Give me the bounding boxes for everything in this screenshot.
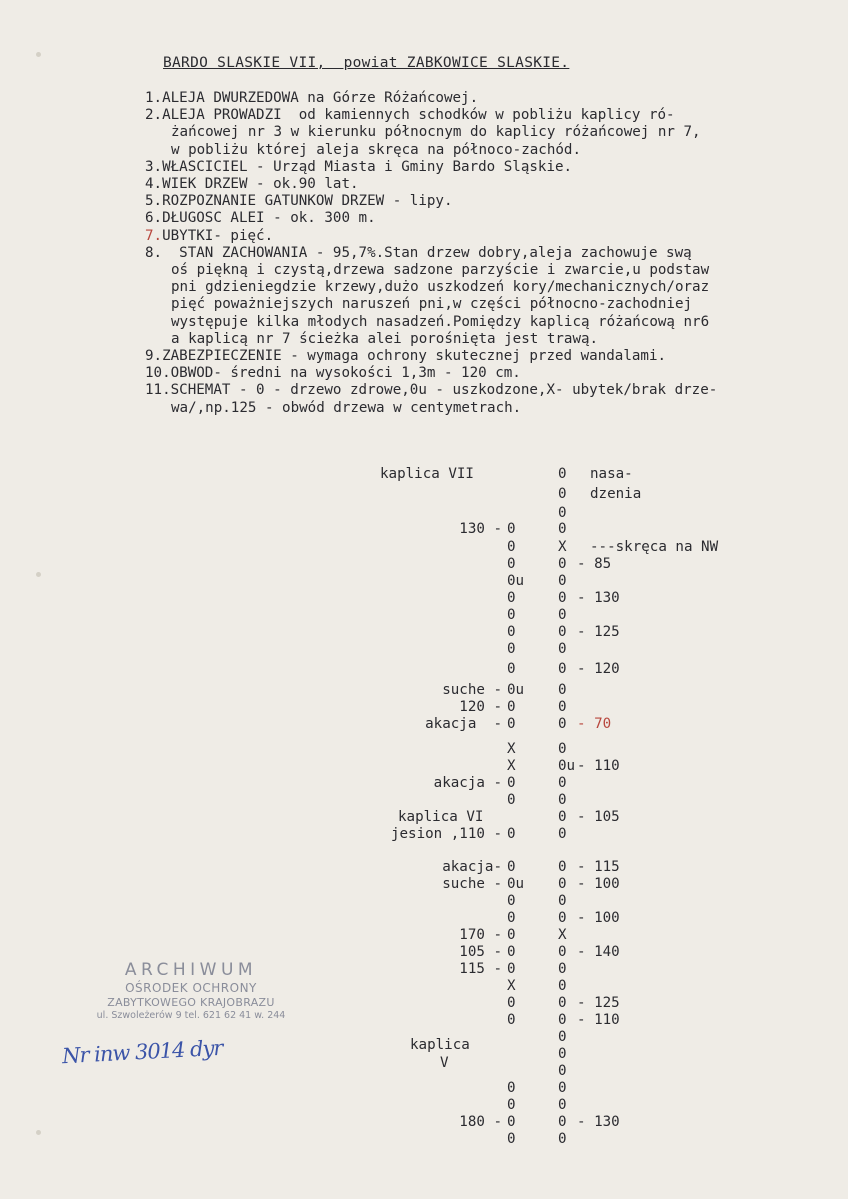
- row-label: V: [440, 1055, 449, 1071]
- tree-right: 0: [558, 775, 567, 791]
- tree-right: 0: [558, 641, 567, 657]
- item-text: występuje kilka młodych nasadzeń.Pomiędzy kaplicą różańcową nr6: [171, 313, 710, 330]
- row-label: kaplica: [410, 1037, 470, 1053]
- row-label: 130 -: [459, 521, 502, 537]
- tree-right: 0: [558, 1080, 567, 1096]
- tree-right: 0: [558, 893, 567, 909]
- row-label: kaplica VII: [380, 466, 474, 482]
- tree-left: X: [507, 978, 516, 994]
- list-item: [145, 107, 845, 124]
- tree-right: 0: [558, 826, 567, 842]
- tree-right: 0: [558, 792, 567, 808]
- list-item: [145, 159, 845, 176]
- tree-right: 0: [558, 741, 567, 757]
- tree-right: 0: [558, 699, 567, 715]
- tree-left: 0: [507, 699, 516, 715]
- tree-left: 0: [507, 607, 516, 623]
- tree-right: 0: [558, 809, 567, 825]
- list-item: [145, 382, 845, 399]
- list-item: [145, 365, 845, 382]
- archive-stamp: [86, 960, 296, 1021]
- item-text: pni gdzieniegdzie krzewy,dużo uszkodzeń kory/mechanicznych/oraz: [171, 279, 710, 296]
- item-text: ALEJA DWURZEDOWA na Górze Różańcowej.: [162, 90, 479, 106]
- row-label: kaplica VI: [398, 809, 484, 825]
- tree-right: 0: [558, 1029, 567, 1045]
- tree-note: - 110: [577, 758, 620, 774]
- list-item: [145, 124, 845, 141]
- tree-left: 0: [507, 1012, 516, 1028]
- row-label: akacja -: [425, 716, 502, 732]
- tree-right: 0: [558, 944, 567, 960]
- item-text: OBWOD- średni na wysokości 1,3m - 120 cm.: [170, 365, 521, 382]
- tree-left: 0: [507, 539, 516, 555]
- item-text: WŁASCICIEL - Urząd Miasta i Gminy Bardo Sląskie.: [162, 158, 573, 175]
- tree-right: 0: [558, 573, 567, 589]
- list-item: [145, 400, 845, 417]
- document-title: BARDO SLASKIE VII, powiat ZABKOWICE SLASKIE.: [163, 55, 570, 71]
- tree-left: 0: [507, 590, 516, 606]
- tree-note: - 100: [577, 910, 620, 926]
- stamp-line: ZABYTKOWEGO KRAJOBRAZU: [107, 996, 275, 1009]
- list-item: [145, 348, 845, 365]
- tree-right: 0: [558, 876, 567, 892]
- tree-note: dzenia: [590, 486, 642, 502]
- tree-right: 0: [558, 556, 567, 572]
- stamp-line: ul. Szwoleżerów 9 tel. 621 62 41 w. 244: [96, 1010, 286, 1021]
- row-label: suche -: [442, 876, 502, 892]
- list-item: [145, 245, 845, 262]
- tree-right: 0: [558, 521, 567, 537]
- tree-right: 0: [558, 716, 567, 732]
- tree-right: 0u: [558, 758, 576, 774]
- item-text: ROZPOZNANIE GATUNKOW DRZEW - lipy.: [162, 193, 453, 210]
- list-item: [145, 228, 845, 245]
- item-number: 8.: [145, 244, 180, 261]
- item-text: WIEK DRZEW - ok.90 lat.: [162, 176, 359, 193]
- tree-note: - 125: [577, 624, 620, 640]
- tree-right: 0: [558, 1097, 567, 1113]
- tree-left: 0u: [507, 573, 525, 589]
- tree-left: 0: [507, 624, 516, 640]
- list-item: [145, 176, 845, 193]
- tree-right: 0: [558, 682, 567, 698]
- tree-right: X: [558, 539, 567, 555]
- tree-right: 0: [558, 486, 567, 502]
- tree-left: 0: [507, 641, 516, 657]
- tree-right: 0: [558, 505, 567, 521]
- tree-left: 0: [507, 927, 516, 943]
- tree-note: - 125: [577, 995, 620, 1011]
- item-number: 5.: [145, 193, 163, 210]
- list-item: [145, 296, 845, 313]
- tree-right: 0: [558, 978, 567, 994]
- tree-right: 0: [558, 910, 567, 926]
- list-item: [145, 314, 845, 331]
- tree-note: - 85: [577, 556, 612, 572]
- item-text: SCHEMAT - 0 - drzewo zdrowe,0u - uszkodzone,X- ubytek/brak drze-: [170, 382, 718, 399]
- row-label: 170 -: [459, 927, 502, 943]
- tree-note: - 120: [577, 661, 620, 677]
- list-item: [145, 142, 845, 159]
- item-text: w pobliżu której aleja skręca na północo-zachód.: [171, 141, 581, 158]
- item-number: 10.: [145, 365, 171, 382]
- stamp-line: ARCHIWUM: [124, 960, 258, 980]
- tree-left: 0: [507, 961, 516, 977]
- tree-right: 0: [558, 995, 567, 1011]
- row-label: 120 -: [459, 699, 502, 715]
- row-label: 105 -: [459, 944, 502, 960]
- tree-right: 0: [558, 607, 567, 623]
- tree-left: 0: [507, 1080, 516, 1096]
- item-number: 4.: [145, 176, 163, 193]
- tree-note: - 140: [577, 944, 620, 960]
- list-item: [145, 331, 845, 348]
- tree-left: 0: [507, 944, 516, 960]
- tree-right: X: [558, 927, 567, 943]
- tree-note: - 70: [577, 716, 612, 732]
- item-text: oś piękną i czystą,drzewa sadzone parzyście i zwarcie,u podstaw: [171, 262, 710, 279]
- tree-left: 0: [507, 1097, 516, 1113]
- item-text: DŁUGOSC ALEI - ok. 300 m.: [162, 210, 376, 227]
- tree-right: 0: [558, 590, 567, 606]
- row-label: akacja-: [442, 859, 502, 875]
- tree-right: 0: [558, 661, 567, 677]
- tree-note: ---skręca na NW: [590, 539, 719, 555]
- tree-left: 0: [507, 995, 516, 1011]
- row-label: jesion ,110 -: [390, 826, 502, 842]
- tree-note: - 105: [577, 809, 620, 825]
- tree-left: X: [507, 741, 516, 757]
- tree-right: 0: [558, 1131, 567, 1147]
- punch-hole: [36, 52, 41, 57]
- list-item: [145, 210, 845, 227]
- tree-left: 0: [507, 826, 516, 842]
- item-number: 6.: [145, 210, 163, 227]
- tree-note: - 130: [577, 590, 620, 606]
- tree-right: 0: [558, 961, 567, 977]
- tree-left: 0: [507, 859, 516, 875]
- tree-right: 0: [558, 466, 567, 482]
- handwritten-inventory-note: Nr inw 3014 dyr: [61, 1035, 223, 1069]
- tree-right: 0: [558, 624, 567, 640]
- stamp-line: OŚRODEK OCHRONY: [125, 981, 257, 995]
- tree-right: 0: [558, 1046, 567, 1062]
- list-item: [145, 262, 845, 279]
- list-item: [145, 279, 845, 296]
- item-text: ZABEZPIECZENIE - wymaga ochrony skutecznej przed wandalami.: [162, 348, 667, 365]
- tree-left: 0: [507, 910, 516, 926]
- item-text: UBYTKI- pięć.: [162, 227, 274, 244]
- tree-left: 0: [507, 1114, 516, 1130]
- tree-left: 0: [507, 521, 516, 537]
- item-number: 2.: [145, 107, 163, 124]
- item-number: 7.: [145, 227, 163, 244]
- item-number: 11.: [145, 382, 171, 399]
- item-text: pięć poważniejszych naruszeń pni,w części północno-zachodniej: [171, 296, 693, 313]
- item-text: STAN ZACHOWANIA - 95,7%.Stan drzew dobry,aleja zachowuje swą: [179, 244, 692, 261]
- item-number: 1.: [145, 90, 163, 106]
- tree-left: X: [507, 758, 516, 774]
- tree-note: - 110: [577, 1012, 620, 1028]
- item-text: żańcowej nr 3 w kierunku północnym do kaplicy różańcowej nr 7,: [171, 124, 701, 141]
- tree-left: 0: [507, 792, 516, 808]
- item-text: wa/,np.125 - obwód drzewa w centymetrach.: [171, 399, 522, 416]
- tree-note: - 130: [577, 1114, 620, 1130]
- punch-hole: [36, 1130, 41, 1135]
- description-list: [145, 90, 845, 417]
- item-number: 9.: [145, 348, 163, 365]
- tree-right: 0: [558, 1063, 567, 1079]
- row-label: 115 -: [459, 961, 502, 977]
- tree-note: nasa-: [590, 466, 633, 482]
- list-item: [145, 193, 845, 210]
- tree-right: 0: [558, 859, 567, 875]
- tree-left: 0: [507, 661, 516, 677]
- tree-left: 0u: [507, 876, 525, 892]
- tree-right: 0: [558, 1012, 567, 1028]
- item-number: 3.: [145, 158, 163, 175]
- tree-left: 0: [507, 893, 516, 909]
- item-text: ALEJA PROWADZI od kamiennych schodków w pobliżu kaplicy ró-: [162, 107, 675, 124]
- tree-right: 0: [558, 1114, 567, 1130]
- tree-left: 0: [507, 1131, 516, 1147]
- tree-note: - 115: [577, 859, 620, 875]
- list-item: [145, 90, 845, 107]
- punch-hole: [36, 572, 41, 577]
- tree-left: 0: [507, 716, 516, 732]
- row-label: akacja -: [433, 775, 502, 791]
- item-text: a kaplicą nr 7 ścieżka alei porośnięta jest trawą.: [171, 330, 599, 347]
- row-label: 180 -: [459, 1114, 502, 1130]
- tree-note: - 100: [577, 876, 620, 892]
- tree-left: 0: [507, 775, 516, 791]
- tree-left: 0: [507, 556, 516, 572]
- row-label: suche -: [442, 682, 502, 698]
- tree-left: 0u: [507, 682, 525, 698]
